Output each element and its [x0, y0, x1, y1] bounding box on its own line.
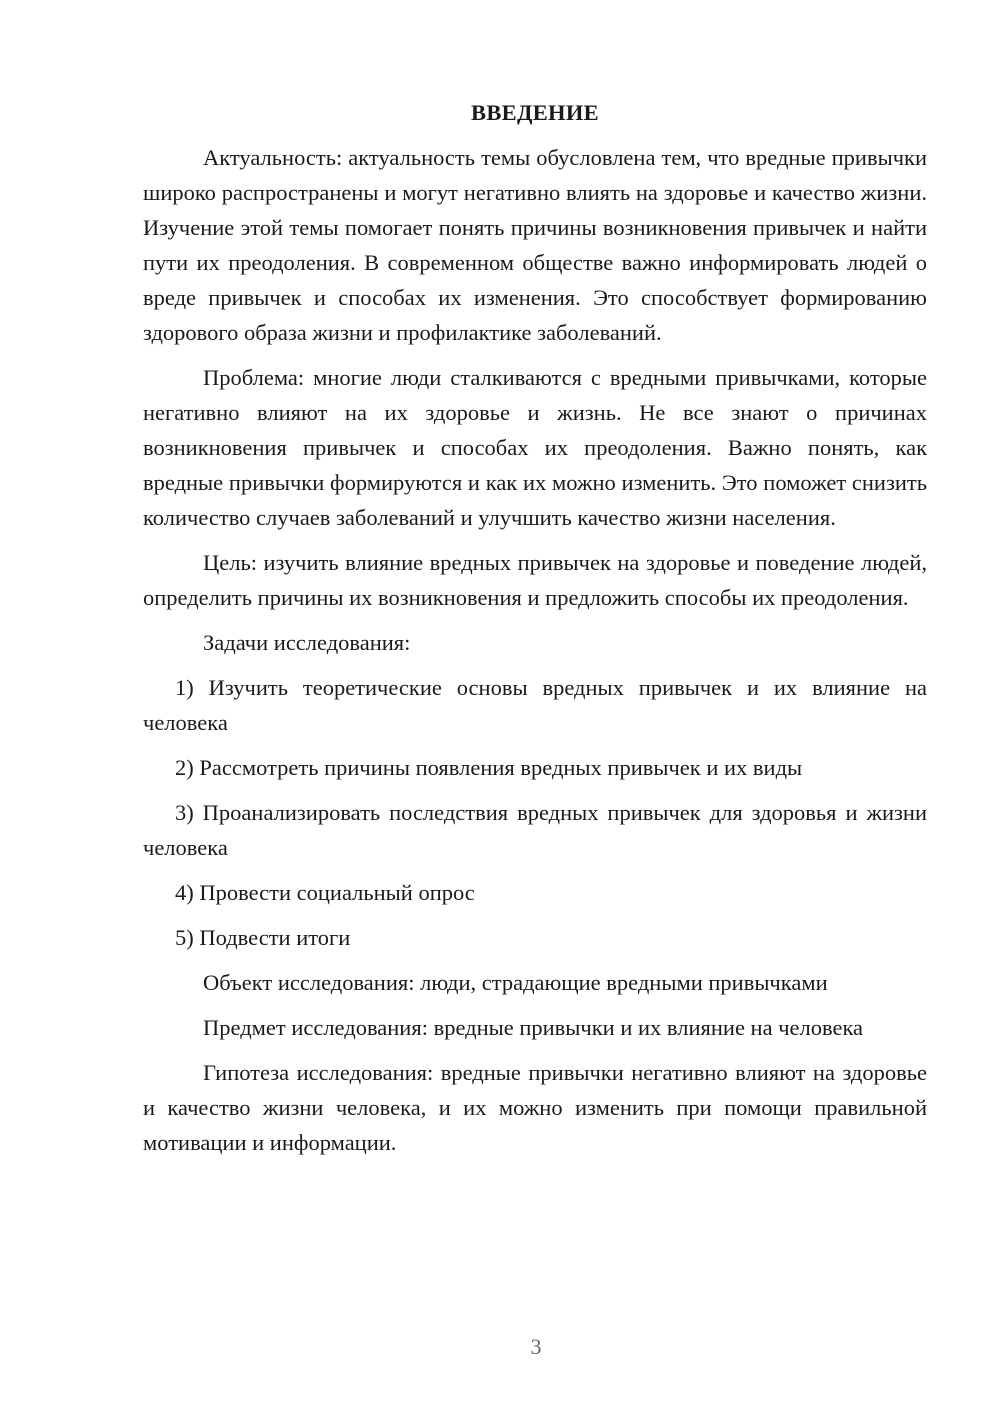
- paragraph-goal: Цель: изучить влияние вредных привычек на здоровье и поведение людей, определить причины их возникновения и предложить способы их преодоления.: [143, 550, 927, 610]
- document-body: [143, 95, 927, 1170]
- paragraph-hypothesis: Гипотеза исследования: вредные привычки негативно влияют на здоровье и качество жизни человека, и их можно изменить при помощи правильной мотивации и информации.: [143, 1060, 927, 1155]
- task-item-4: 4) Провести социальный опрос: [175, 880, 475, 905]
- task-item-2: 2) Рассмотреть причины появления вредных привычек и их виды: [175, 755, 803, 780]
- paragraph-problem: Проблема: многие люди сталкиваются с вредными привычками, которые негативно влияют на их здоровье и жизнь. Не все знают о причинах возникновения привычек и способах их преодоления. Важно понять, как вредные привычки формируются и как их можно изменить. Это поможет снизить количество случаев заболеваний и улучшить качество жизни населения.: [143, 365, 927, 530]
- page-number: 3: [530, 1334, 542, 1359]
- paragraph-subject: Предмет исследования: вредные привычки и их влияние на человека: [203, 1015, 864, 1040]
- tasks-heading: Задачи исследования:: [203, 630, 411, 655]
- paragraph-object: Объект исследования: люди, страдающие вредными привычками: [203, 970, 828, 995]
- task-item-1: 1) Изучить теоретические основы вредных привычек и их влияние на человека: [143, 675, 927, 735]
- task-item-5: 5) Подвести итоги: [175, 925, 351, 950]
- page-title: ВВЕДЕНИЕ: [471, 100, 599, 125]
- task-item-3: 3) Проанализировать последствия вредных привычек для здоровья и жизни человека: [143, 800, 927, 860]
- paragraph-relevance: Актуальность: актуальность темы обусловлена тем, что вредные привычки широко распространены и могут негативно влиять на здоровье и качество жизни. Изучение этой темы помогает понять причины возникновения привычек и найти пути их преодоления. В современном обществе важно информировать людей о вреде привычек и способах их изменения. Это способствует формированию здорового образа жизни и профилактике заболеваний.: [143, 145, 927, 345]
